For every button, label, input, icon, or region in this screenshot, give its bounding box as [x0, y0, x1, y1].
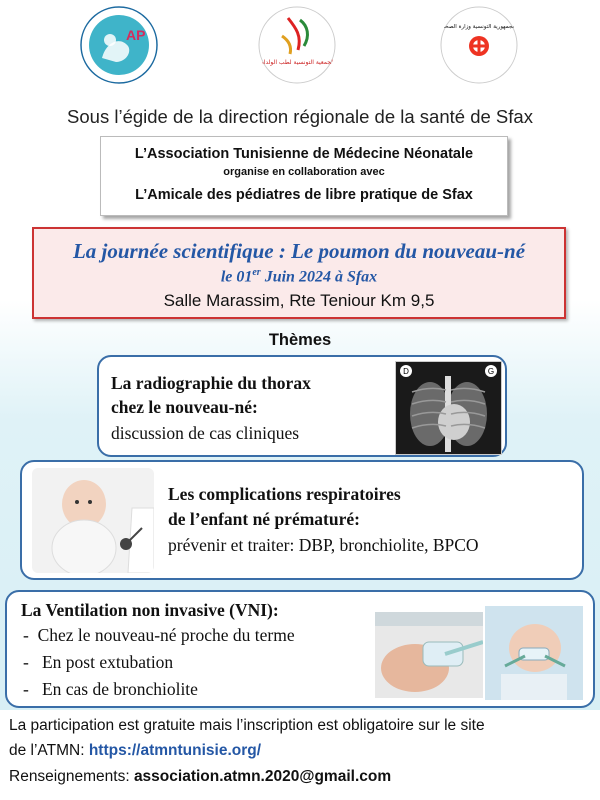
- xray-marker-left: D: [403, 367, 409, 376]
- chest-xray-image: [395, 361, 502, 455]
- event-box: [32, 227, 566, 319]
- theme1-line3: discussion de cas cliniques: [111, 423, 300, 443]
- theme2-line2: de l’enfant né prématuré:: [168, 509, 360, 529]
- theme-card-radiography: [97, 355, 507, 457]
- theme3-item: - En cas de bronchiolite: [23, 679, 198, 699]
- baby-photo: [32, 468, 154, 573]
- organizer-box: [100, 136, 508, 216]
- organizer-line1: L’Association Tunisienne de Médecine Néonatale: [134, 146, 474, 162]
- event-place: Salle Marassim, Rte Teniour Km 9,5: [163, 291, 435, 310]
- theme3-item: - Chez le nouveau-né proche du terme: [23, 625, 295, 645]
- logo-initials: AP: [126, 27, 146, 43]
- organizer-line2: organise en collaboration avec: [223, 166, 385, 178]
- registration-note: La participation est gratuite mais l’inscription est obligatoire sur le site: [9, 717, 485, 734]
- egide-line: Sous l’égide de la direction régionale de la santé de Sfax: [67, 106, 533, 127]
- event-date: le 01er Juin 2024 à Sfax: [220, 267, 378, 286]
- contact-email-link[interactable]: association.atmn.2020@gmail.com: [133, 768, 392, 785]
- theme1-line1: La radiographie du thorax: [111, 373, 311, 393]
- organizer-line3: L’Amicale des pédiatres de libre pratique de Sfax: [135, 187, 473, 203]
- pediatric-association-logo: [80, 6, 158, 84]
- neonatal-society-logo: [258, 6, 336, 84]
- vni-infant-photo-1: [375, 612, 483, 698]
- theme-card-complications: [20, 460, 584, 580]
- themes-heading: Thèmes: [268, 331, 332, 349]
- theme2-line1: Les complications respiratoires: [168, 484, 401, 504]
- website-link[interactable]: https://atmntunisie.org/: [88, 742, 262, 759]
- xray-marker-right: G: [487, 367, 495, 376]
- event-title: La journée scientifique : Le poumon du nouveau-né: [72, 239, 526, 263]
- theme2-line3: prévenir et traiter: DBP, bronchiolite, BPCO: [168, 535, 479, 555]
- logo-arabic-text: الجمعية التونسية لطب الولدان: [259, 59, 335, 66]
- theme3-item: - En post extubation: [23, 652, 174, 672]
- ministry-of-health-logo: [440, 6, 518, 84]
- logo-ministry-text: الجمهورية التونسية وزارة الصحة: [442, 24, 516, 30]
- theme3-title: La Ventilation non invasive (VNI):: [21, 600, 279, 620]
- website-line: de l’ATMN: https://atmntunisie.org/: [9, 742, 262, 759]
- footer-info: [0, 710, 600, 800]
- contact-line: Renseignements: association.atmn.2020@gmail.com: [9, 768, 392, 785]
- theme-card-vni: [5, 590, 595, 708]
- vni-infant-photo-2: [485, 606, 583, 700]
- theme1-line2: chez le nouveau-né:: [111, 397, 258, 417]
